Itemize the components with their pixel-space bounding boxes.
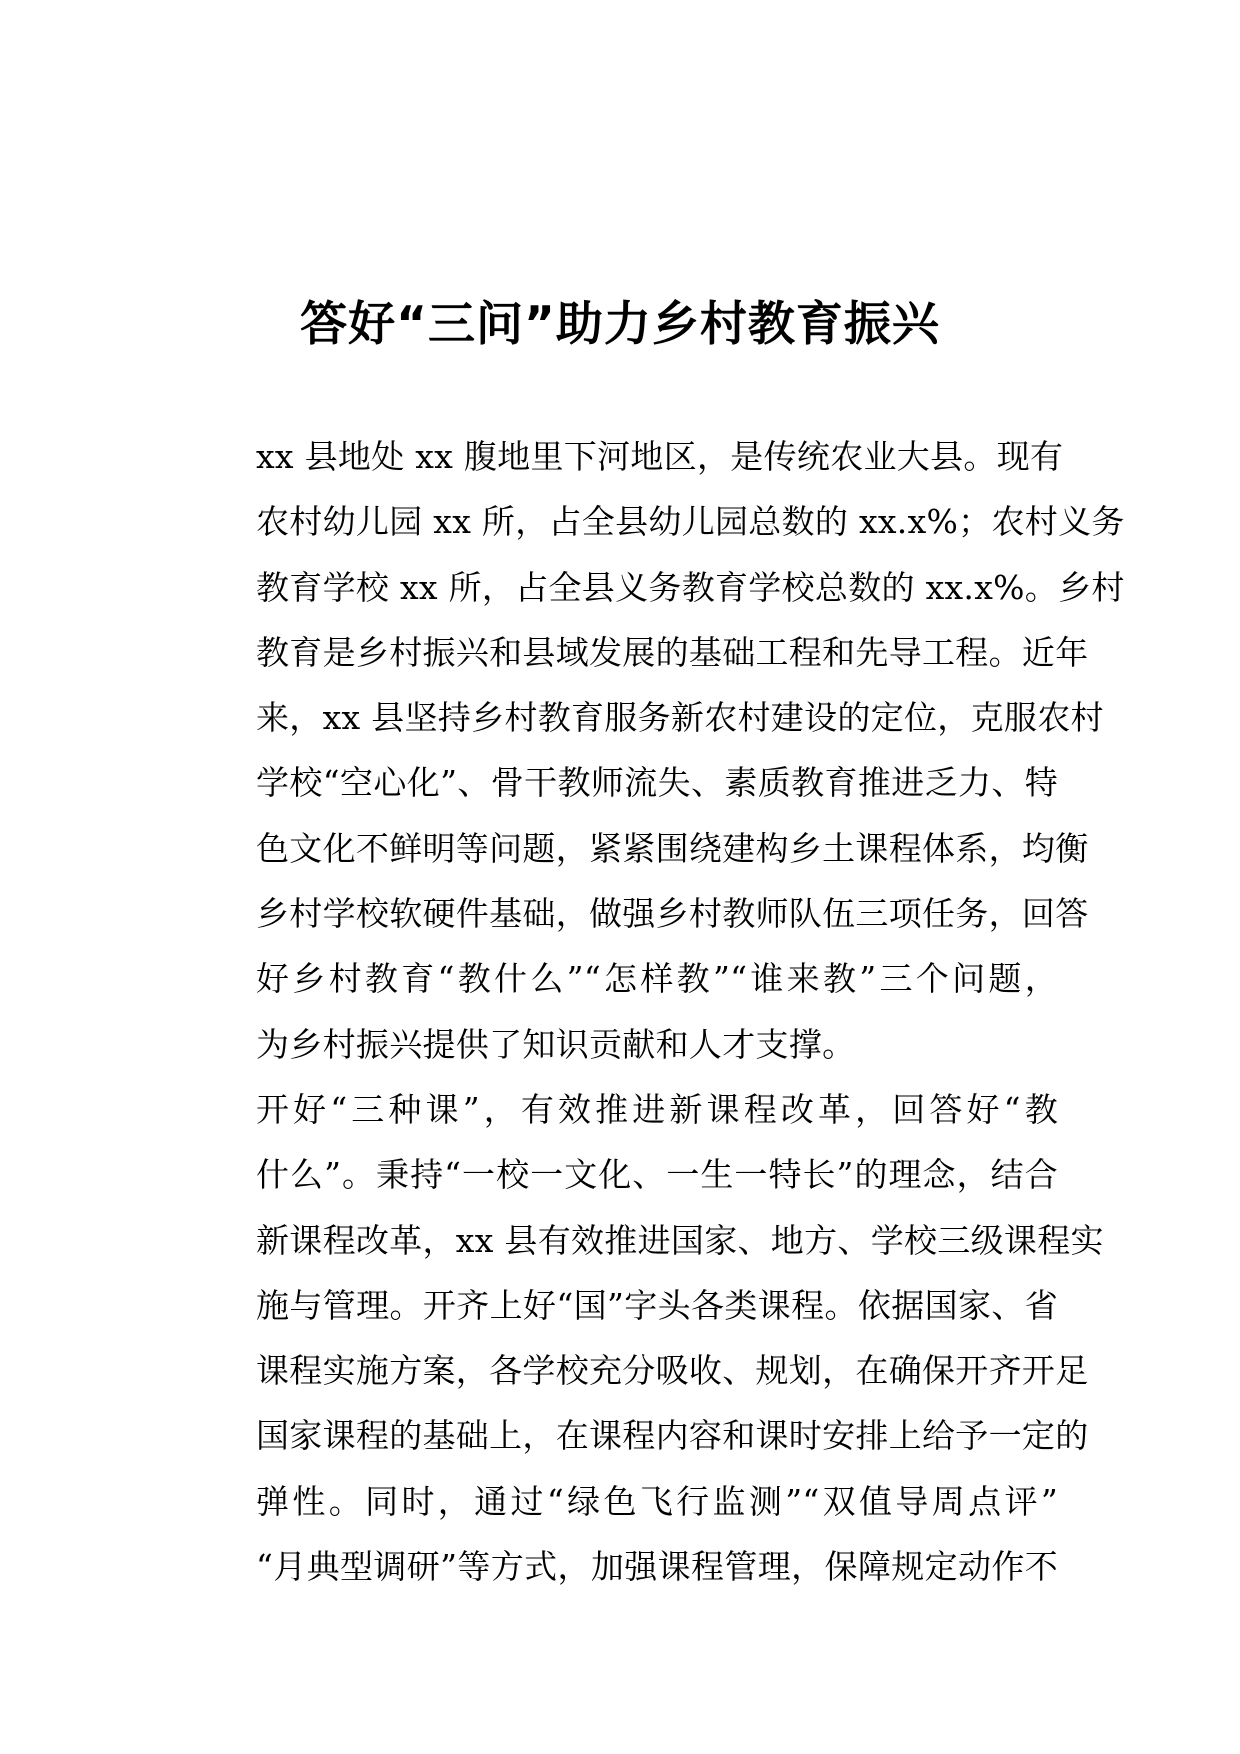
document-body (190, 424, 1125, 1599)
paragraph-2 (190, 1077, 1104, 1599)
paragraph-line: 新课程改革，xx 县有效推进国家、地方、学校三级课程实 (256, 1220, 1104, 1260)
paragraph-line: 好乡村教育“教什么”“怎样教”“谁来教”三个问题， (256, 959, 1058, 999)
paragraph-line: 来，xx 县坚持乡村教育服务新农村建设的定位，克服农村 (256, 698, 1104, 738)
paragraph-line: “月典型调研”等方式，加强课程管理，保障规定动作不 (256, 1547, 1058, 1587)
paragraph-line: 弹性。同时，通过“绿色飞行监测”“双值导周点评” (256, 1481, 1058, 1521)
paragraph-line: 施与管理。开齐上好“国”字头各类课程。依据国家、省 (256, 1285, 1058, 1325)
paragraph-line: 色文化不鲜明等问题，紧紧围绕建构乡土课程体系，均衡 (256, 828, 1089, 868)
paragraph-1 (190, 424, 1125, 1077)
paragraph-line: 开好“三种课”，有效推进新课程改革，回答好“教 (256, 1089, 1058, 1129)
paragraph-line: 教育是乡村振兴和县域发展的基础工程和先导工程。近年 (256, 632, 1089, 672)
document-title: 答好“三问”助力乡村教育振兴 (300, 297, 940, 352)
paragraph-line: 教育学校 xx 所，占全县义务教育学校总数的 xx.x%。乡村 (256, 567, 1125, 607)
paragraph-line: 学校“空心化”、骨干教师流失、素质教育推进乏力、特 (256, 763, 1058, 803)
paragraph-line: xx 县地处 xx 腹地里下河地区，是传统农业大县。现有 (256, 437, 1064, 476)
paragraph-line: 课程实施方案，各学校充分吸收、规划，在确保开齐开足 (256, 1351, 1089, 1391)
paragraph-line: 国家课程的基础上，在课程内容和课时安排上给予一定的 (256, 1416, 1089, 1456)
paragraph-line: 什么”。秉持“一校一文化、一生一特长”的理念，结合 (256, 1155, 1058, 1195)
paragraph-line: 农村幼儿园 xx 所，占全县幼儿园总数的 xx.x%；农村义务 (256, 502, 1125, 542)
paragraph-line: 乡村学校软硬件基础，做强乡村教师队伍三项任务，回答 (256, 894, 1089, 934)
paragraph-line: 为乡村振兴提供了知识贡献和人才支撑。 (256, 1024, 856, 1064)
